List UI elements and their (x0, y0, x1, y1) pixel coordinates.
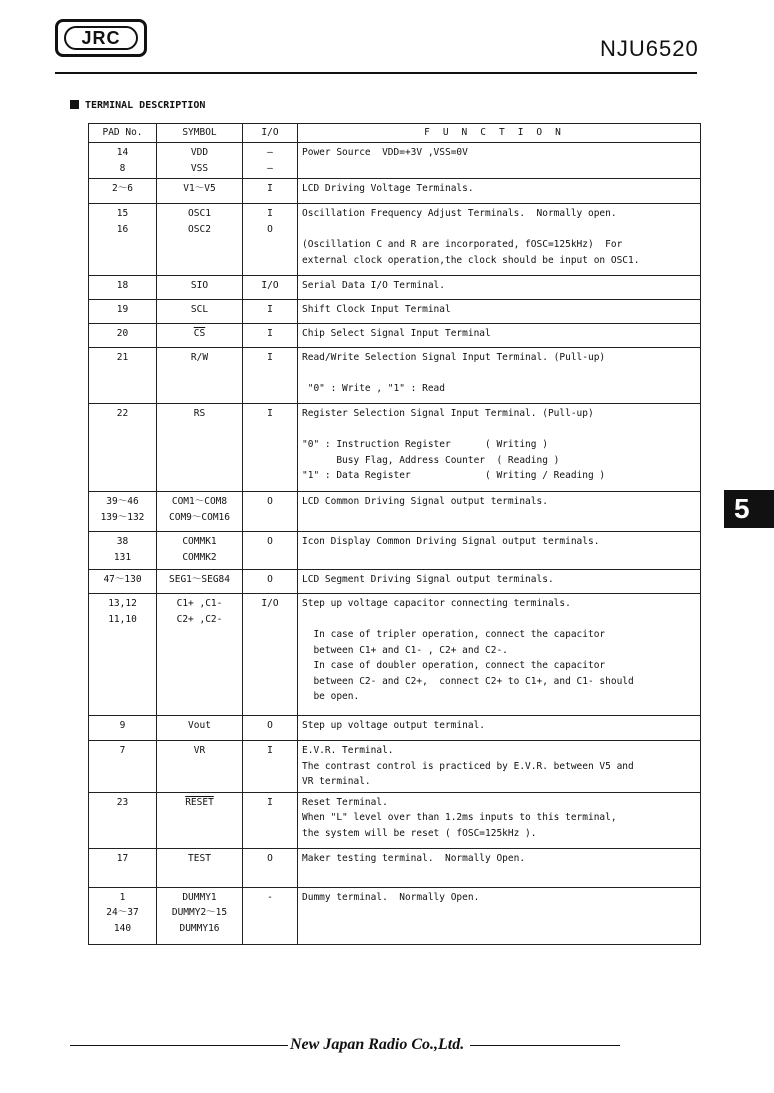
symbol-cell: SIO (157, 276, 243, 300)
function-cell: Register Selection Signal Input Terminal. (Pull-up) "0" : Instruction Register ( Writing ) Busy Flag, Address Counter ( Reading ) "1" : Data Register ( Writing / Reading ) (298, 404, 701, 492)
column-header-symbol: SYMBOL (157, 124, 243, 143)
io-cell: O (243, 716, 298, 741)
function-cell: LCD Segment Driving Signal output terminals. (298, 570, 701, 594)
section-title (70, 100, 205, 111)
symbol-cell: RS (157, 404, 243, 492)
jrc-logo (55, 19, 147, 57)
symbol-cell: OSC1 OSC2 (157, 204, 243, 276)
function-cell: Dummy terminal. Normally Open. (298, 887, 701, 944)
symbol-cell: C1+ ,C1- C2+ ,C2- (157, 594, 243, 716)
symbol-cell: COM1～COM8 COM9～COM16 (157, 492, 243, 532)
function-cell: Read/Write Selection Signal Input Terminal. (Pull-up) "0" : Write , "1" : Read (298, 348, 701, 404)
symbol-cell: TEST (157, 848, 243, 887)
pad-cell: 1 24～37 140 (89, 887, 157, 944)
pad-cell: 13,12 11,10 (89, 594, 157, 716)
io-cell: I (243, 404, 298, 492)
company-name: New Japan Radio Co.,Ltd. (290, 1036, 465, 1053)
pad-cell: 17 (89, 848, 157, 887)
symbol-cell: Vout (157, 716, 243, 741)
io-cell: I (243, 324, 298, 348)
column-header-pad: PAD No. (89, 124, 157, 143)
terminal-table (88, 123, 701, 945)
table-row (89, 792, 701, 848)
pad-cell: 20 (89, 324, 157, 348)
logo-text: JRC (64, 26, 138, 50)
table-row (89, 404, 701, 492)
table-row (89, 300, 701, 324)
table-row (89, 348, 701, 404)
pad-cell: 14 8 (89, 143, 157, 179)
function-cell: LCD Common Driving Signal output terminals. (298, 492, 701, 532)
symbol-cell: SCL (157, 300, 243, 324)
io-cell: I (243, 179, 298, 204)
pad-cell: 22 (89, 404, 157, 492)
symbol-cell: DUMMY1 DUMMY2～15 DUMMY16 (157, 887, 243, 944)
table-row (89, 716, 701, 741)
function-cell: Chip Select Signal Input Terminal (298, 324, 701, 348)
function-cell: Step up voltage capacitor connecting terminals. In case of tripler operation, connect the capacitor between C1+ and C1- , C2+ and C2-. In case of doubler operation, connect the capacitor between C2- and C2+, connect C2+ to C1+, and C1- should be open. (298, 594, 701, 716)
symbol-cell: RESET (157, 792, 243, 848)
function-cell: Maker testing terminal. Normally Open. (298, 848, 701, 887)
table-row (89, 887, 701, 944)
pad-cell: 47～130 (89, 570, 157, 594)
io-cell: O (243, 848, 298, 887)
symbol-cell: VDD VSS (157, 143, 243, 179)
io-cell: O (243, 492, 298, 532)
function-cell: LCD Driving Voltage Terminals. (298, 179, 701, 204)
pad-cell: 15 16 (89, 204, 157, 276)
pad-cell: 21 (89, 348, 157, 404)
footer-rule-right (470, 1045, 620, 1046)
symbol-cell: V1～V5 (157, 179, 243, 204)
table-row (89, 143, 701, 179)
io-cell: I (243, 300, 298, 324)
table-row (89, 492, 701, 532)
symbol-cell: SEG1～SEG84 (157, 570, 243, 594)
pad-cell: 39～46 139～132 (89, 492, 157, 532)
symbol-cell: R/W (157, 348, 243, 404)
table-row (89, 276, 701, 300)
table-body (89, 143, 701, 945)
symbol-cell: COMMK1 COMMK2 (157, 532, 243, 570)
symbol-cell: $\overline{CS}$ (157, 324, 243, 348)
pad-cell: 23 (89, 792, 157, 848)
io-cell: O (243, 570, 298, 594)
io-cell: I (243, 348, 298, 404)
io-cell: I/O (243, 276, 298, 300)
io-cell: I/O (243, 594, 298, 716)
pad-cell: 7 (89, 741, 157, 793)
io-cell: - (243, 887, 298, 944)
pad-cell: 19 (89, 300, 157, 324)
footer (70, 1036, 620, 1058)
pad-cell: 18 (89, 276, 157, 300)
symbol-cell: VR (157, 741, 243, 793)
column-header-function: FUNCTION (298, 124, 701, 143)
footer-rule-left (70, 1045, 290, 1046)
chapter-tab: 5 (724, 490, 774, 528)
function-cell: E.V.R. Terminal. The contrast control is practiced by E.V.R. between V5 and VR terminal. (298, 741, 701, 793)
pad-cell: 2～6 (89, 179, 157, 204)
pad-cell: 38 131 (89, 532, 157, 570)
function-cell: Step up voltage output terminal. (298, 716, 701, 741)
io-cell: I (243, 741, 298, 793)
column-header-io: I/O (243, 124, 298, 143)
io-cell: — — (243, 143, 298, 179)
function-cell: Power Source VDD=+3V ,VSS=0V (298, 143, 701, 179)
pad-cell: 9 (89, 716, 157, 741)
io-cell: O (243, 532, 298, 570)
function-cell: Shift Clock Input Terminal (298, 300, 701, 324)
table-row (89, 179, 701, 204)
table-header-row (89, 124, 701, 143)
section-title-text: TERMINAL DESCRIPTION (85, 100, 206, 111)
function-cell: Oscillation Frequency Adjust Terminals. Normally open. (Oscillation C and R are incorporated, fOSC=125kHz) For external clock operation,the clock should be input on OSC1. (298, 204, 701, 276)
io-cell: I (243, 792, 298, 848)
table-row (89, 324, 701, 348)
function-cell: Serial Data I/O Terminal. (298, 276, 701, 300)
table-row (89, 532, 701, 570)
table-row (89, 570, 701, 594)
io-cell: I O (243, 204, 298, 276)
table-row (89, 741, 701, 793)
table-row (89, 204, 701, 276)
table-row (89, 594, 701, 716)
part-number: NJU6520 (600, 36, 699, 61)
function-cell: Icon Display Common Driving Signal output terminals. (298, 532, 701, 570)
table-row (89, 848, 701, 887)
header-divider (55, 72, 697, 74)
square-bullet-icon (70, 100, 79, 109)
function-cell: Reset Terminal. When "L" level over than 1.2ms inputs to this terminal, the system will be reset ( fOSC=125kHz ). (298, 792, 701, 848)
